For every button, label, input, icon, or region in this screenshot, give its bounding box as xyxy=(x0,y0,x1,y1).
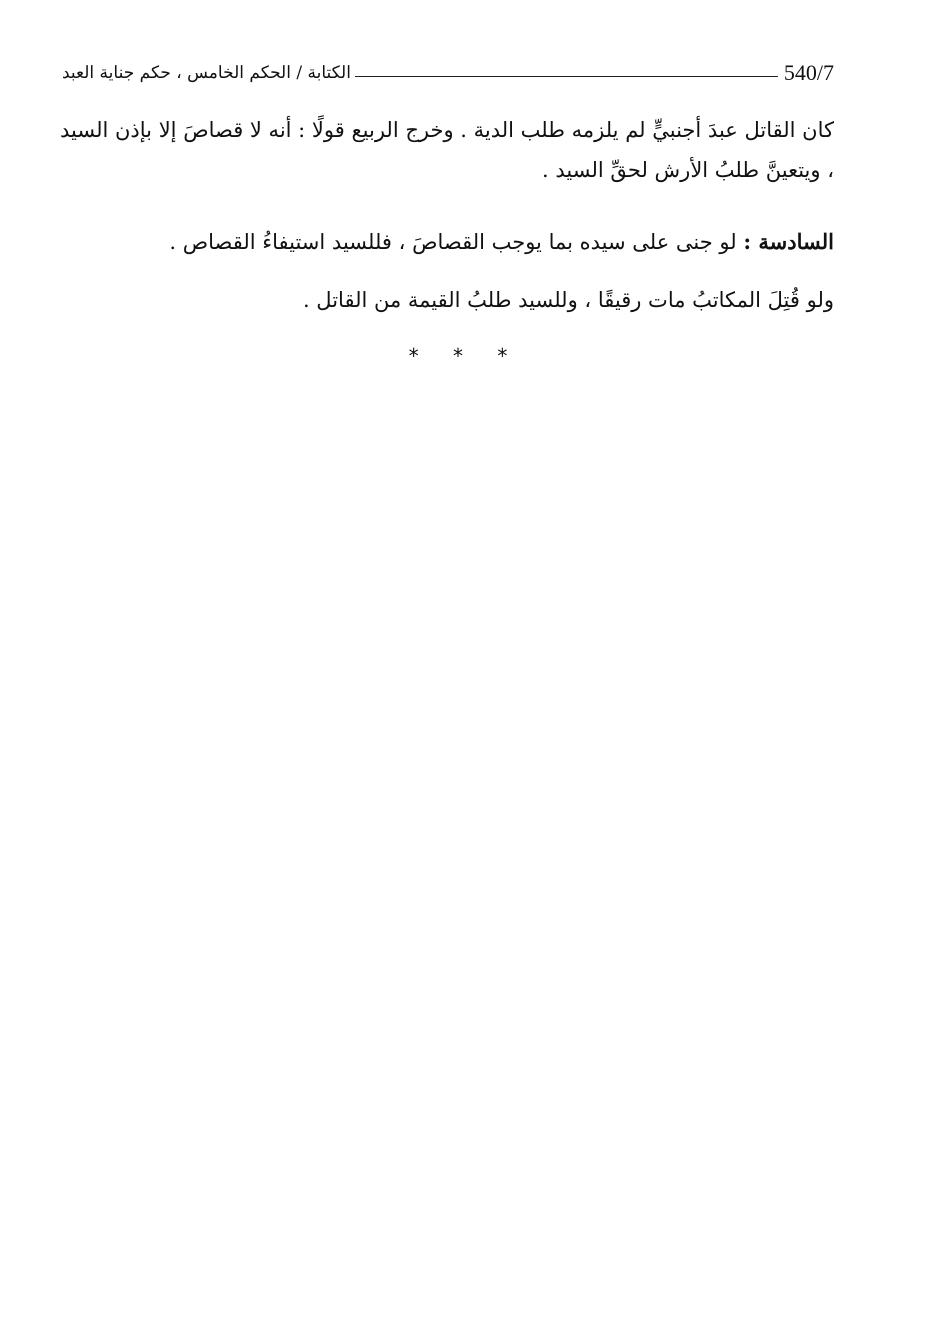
paragraph-continuation: كان القاتل عبدَ أجنبيٍّ لم يلزمه طلب الدية . وخرج الربيع قولًا : أنه لا قصاصَ إلا بإذن السيد ، ويتعينَّ طلبُ الأرش لحقِّ السيد . xyxy=(60,118,834,182)
running-title: الكتابة / الحكم الخامس ، حكم جناية العبد xyxy=(62,63,351,83)
page-number: 540/7 xyxy=(783,60,834,85)
page-header xyxy=(62,58,834,88)
section-lead: السادسة : xyxy=(743,229,834,254)
section-divider-asterisks: * * * xyxy=(408,344,522,368)
section-text: لو جنى على سيده بما يوجب القصاصَ ، فللسيد استيفاءُ القصاص . xyxy=(169,230,744,254)
paragraph-sixth xyxy=(60,222,834,262)
paragraph-mukatab: ولو قُتِلَ المكاتبُ مات رقيقًا ، وللسيد طلبُ القيمة من القاتل . xyxy=(302,288,834,312)
header-rule xyxy=(355,76,778,77)
